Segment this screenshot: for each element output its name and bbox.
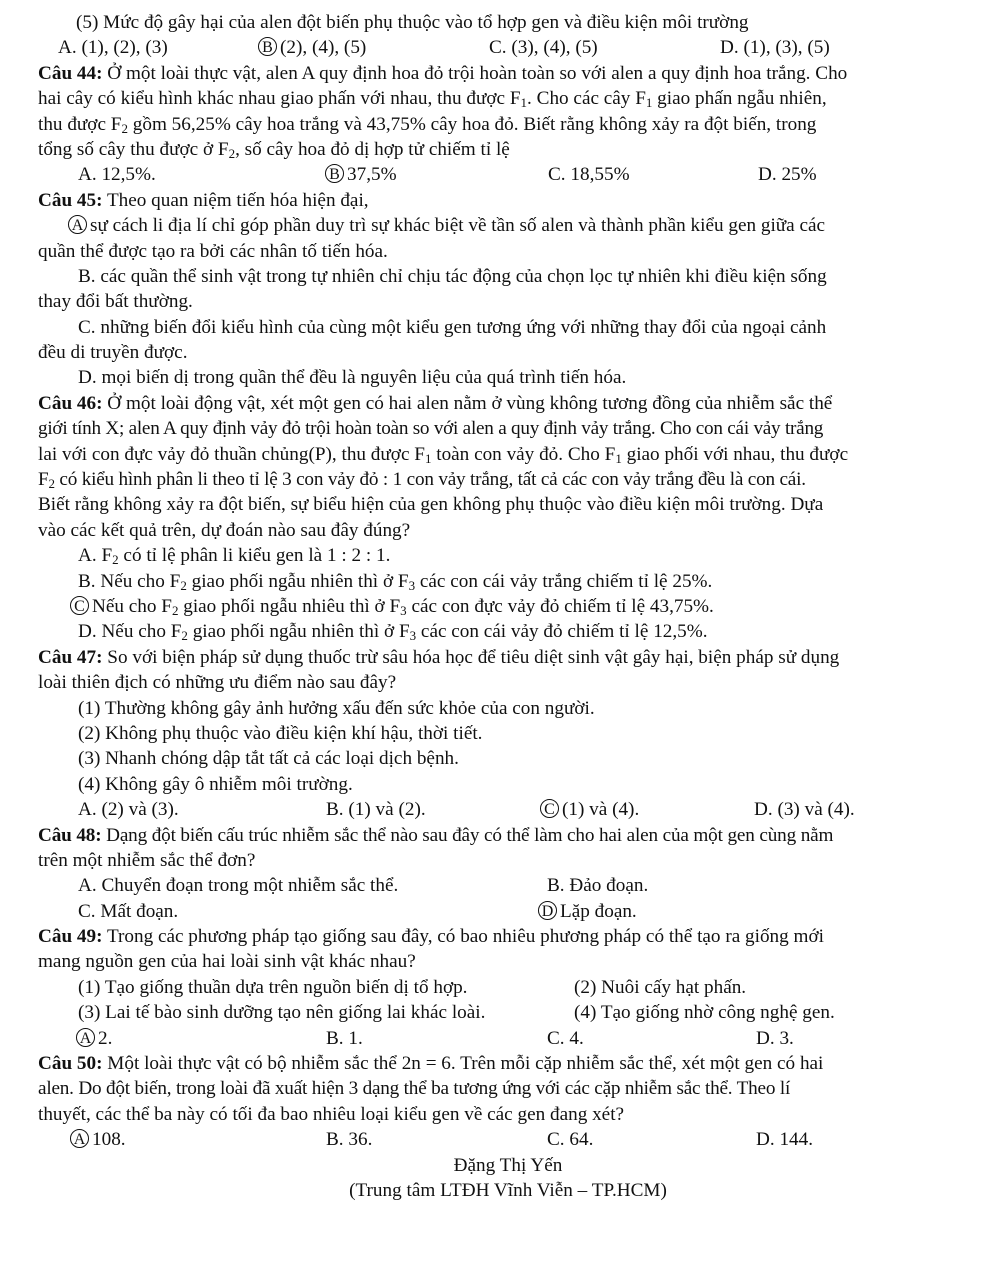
answer-circle-icon: B xyxy=(325,164,344,183)
q50-option-d: D. 144. xyxy=(756,1129,814,1151)
answer-circle-icon: B xyxy=(258,37,277,56)
q49-options xyxy=(38,1026,978,1051)
q44-options xyxy=(38,162,978,187)
q50-option-a: A 108. xyxy=(70,1127,126,1152)
q47-line-2: loài thiên địch có những ưu điểm nào sau đây? xyxy=(38,672,397,694)
q47-label: Câu 47: xyxy=(38,646,103,668)
q46-option-c: C Nếu cho $F_2$ giao phối ngẫu nhiêu thì ở $F_3$ các con đực vảy đỏ chiếm tỉ lệ 43,75%. xyxy=(38,594,978,619)
q44-option-c: C. 18,55% xyxy=(548,164,630,186)
q47-statement-4: (4) Không gây ô nhiễm môi trường. xyxy=(78,773,353,795)
answer-circle-icon: A xyxy=(68,215,87,234)
q48-options-row-2 xyxy=(38,899,978,924)
q43-option-c: C. (3), (4), (5) xyxy=(489,37,598,59)
q49-label: Câu 49: xyxy=(38,926,103,948)
q43-option-b: B (2), (4), (5) xyxy=(258,35,366,60)
q45-label: Câu 45: xyxy=(38,189,103,211)
q46-line-3: lai với con đực vảy đỏ thuần chủng(P), thu được $F_1$ toàn con vảy đỏ. Cho $F_1$ giao phối với nhau, thu được xyxy=(38,443,849,466)
q50-option-c: C. 64. xyxy=(547,1129,594,1151)
q43-option-d: D. (1), (3), (5) xyxy=(720,37,830,59)
q50-options xyxy=(38,1127,978,1152)
q45-option-a-cont: quần thể được tạo ra bởi các nhân tố tiến hóa. xyxy=(38,240,388,262)
q44-line-4: tổng số cây thu được ở $F_2$, số cây hoa đỏ dị hợp tử chiếm tỉ lệ xyxy=(38,138,510,161)
answer-circle-icon: D xyxy=(538,901,557,920)
q49-option-d: D. 3. xyxy=(756,1027,794,1049)
q46-option-b: B. Nếu cho $F_2$ giao phối ngẫu nhiên thì ở $F_3$ các con cái vảy trắng chiếm tỉ lệ 25%. xyxy=(78,570,713,593)
q49-statement-2: (2) Nuôi cấy hạt phấn. xyxy=(574,976,747,998)
q43-statement-5: (5) Mức độ gây hại của alen đột biến phụ thuộc vào tổ hợp gen và điều kiện môi trường xyxy=(76,12,749,33)
q46-line-6: vào các kết quả trên, dự đoán nào sau đây đúng? xyxy=(38,519,411,541)
q49-statements-row-2 xyxy=(38,1000,978,1025)
q45-option-c-cont: đều di truyền được. xyxy=(38,342,188,364)
q50-option-b: B. 36. xyxy=(326,1129,373,1151)
q47-option-b: B. (1) và (2). xyxy=(326,799,426,821)
answer-circle-icon: A xyxy=(76,1028,95,1047)
q45-option-c: C. những biến đổi kiểu hình của cùng một kiểu gen tương ứng với những thay đổi của ngoại cảnh xyxy=(78,316,827,338)
q46-line-5: Biết rằng không xảy ra đột biến, sự biểu hiện của gen không phụ thuộc vào điều kiện môi trường. Dựa xyxy=(38,494,824,516)
q44-option-a: A. 12,5%. xyxy=(78,164,156,186)
q49-option-b: B. 1. xyxy=(326,1027,363,1049)
q48-option-b: B. Đảo đoạn. xyxy=(547,875,649,897)
q46-label: Câu 46: xyxy=(38,392,103,414)
q45-option-a: A sự cách li địa lí chỉ góp phần duy trì sự khác biệt về tần số alen và thành phần kiểu gen giữa các xyxy=(38,213,978,238)
q50-line-3: thuyết, các thể ba này có tối đa bao nhiêu loại kiểu gen về các gen đang xét? xyxy=(38,1103,625,1125)
q49-line-2: mang nguồn gen của hai loài sinh vật khác nhau? xyxy=(38,951,416,973)
q49-statement-1: (1) Tạo giống thuần dựa trên nguồn biến dị tổ hợp. xyxy=(78,976,468,998)
q49-line-1: Câu 49: Trong các phương pháp tạo giống sau đây, có bao nhiêu phương pháp có thể tạo ra giống mới xyxy=(38,926,824,948)
q43-options xyxy=(38,35,978,60)
q45-option-d: D. mọi biến dị trong quần thể đều là nguyên liệu của quá trình tiến hóa. xyxy=(78,367,627,389)
q47-statement-2: (2) Không phụ thuộc vào điều kiện khí hậu, thời tiết. xyxy=(78,722,483,744)
q48-option-d: D Lặp đoạn. xyxy=(538,899,637,924)
author-affiliation: (Trung tâm LTĐH Vĩnh Viễn – TP.HCM) xyxy=(349,1179,667,1201)
q47-option-d: D. (3) và (4). xyxy=(754,799,855,821)
q48-line-1: Câu 48: Dạng đột biến cấu trúc nhiễm sắc thể nào sau đây có thể làm cho hai alen của một gen cùng nằm xyxy=(38,824,834,846)
q49-statement-3: (3) Lai tế bào sinh dưỡng tạo nên giống lai khác loài. xyxy=(78,1002,486,1024)
q44-line-3: thu được $F_2$ gồm 56,25% cây hoa trắng và 43,75% cây hoa đỏ. Biết rằng không xảy ra đột biến, trong xyxy=(38,113,817,136)
q50-line-2: alen. Do đột biến, trong loài đã xuất hiện 3 dạng thể ba tương ứng với các cặp nhiễm sắc thể. Theo lí xyxy=(38,1078,791,1100)
q48-option-a: A. Chuyển đoạn trong một nhiễm sắc thể. xyxy=(78,875,399,897)
q49-option-a: A 2. xyxy=(76,1026,112,1051)
q45-option-b: B. các quần thể sinh vật trong tự nhiên chỉ chịu tác động của chọn lọc tự nhiên khi điều kiện sống xyxy=(78,265,827,287)
q47-option-c: C (1) và (4). xyxy=(540,797,639,822)
q47-option-a: A. (2) và (3). xyxy=(78,799,179,821)
q44-option-d: D. 25% xyxy=(758,164,817,186)
q48-options-row-1 xyxy=(38,873,978,898)
q48-label: Câu 48: xyxy=(38,824,102,846)
q46-line-1: Câu 46: Ở một loài động vật, xét một gen có hai alen nằm ở vùng không tương đồng của nhiễm sắc thể xyxy=(38,392,833,414)
q44-option-b: B 37,5% xyxy=(325,162,397,187)
q46-line-4: $F_2$ có kiểu hình phân li theo tỉ lệ 3 con vảy đỏ : 1 con vảy trắng, tất cả các con vảy trắng đều là con cái. xyxy=(38,469,806,492)
answer-circle-icon: C xyxy=(70,596,89,615)
q49-statements-row-1 xyxy=(38,975,978,1000)
q50-label: Câu 50: xyxy=(38,1053,103,1075)
exam-page xyxy=(38,10,978,1203)
q48-option-c: C. Mất đoạn. xyxy=(78,900,179,922)
q48-line-2: trên một nhiễm sắc thể đơn? xyxy=(38,849,256,871)
q46-option-a: A. $F_2$ có tỉ lệ phân li kiểu gen là 1 : 2 : 1. xyxy=(78,545,391,568)
q44-line-1: Câu 44: Ở một loài thực vật, alen A quy định hoa đỏ trội hoàn toàn so với alen a quy định hoa trắng. Cho xyxy=(38,62,848,84)
q50-line-1: Câu 50: Một loài thực vật có bộ nhiễm sắc thể 2n = 6. Trên mỗi cặp nhiễm sắc thể, xét một gen có hai xyxy=(38,1053,824,1075)
q47-statement-1: (1) Thường không gây ảnh hưởng xấu đến sức khỏe của con người. xyxy=(78,697,595,719)
q47-options xyxy=(38,797,978,822)
answer-circle-icon: A xyxy=(70,1129,89,1148)
q47-line-1: Câu 47: So với biện pháp sử dụng thuốc trừ sâu hóa học để tiêu diệt sinh vật gây hại, biện pháp sử dụng xyxy=(38,646,840,668)
q46-line-2: giới tính X; alen A quy định vảy đỏ trội hoàn toàn so với alen a quy định vảy trắng. Cho con cái vảy trắng xyxy=(38,418,824,440)
q43-option-a: A. (1), (2), (3) xyxy=(58,37,168,59)
author-name: Đặng Thị Yến xyxy=(453,1154,563,1176)
q45-option-b-cont: thay đổi bất thường. xyxy=(38,291,193,313)
q49-statement-4: (4) Tạo giống nhờ công nghệ gen. xyxy=(574,1002,835,1024)
q46-option-d: D. Nếu cho $F_2$ giao phối ngẫu nhiên thì ở $F_3$ các con cái vảy đỏ chiếm tỉ lệ 12,5%. xyxy=(78,621,708,644)
answer-circle-icon: C xyxy=(540,799,559,818)
q49-option-c: C. 4. xyxy=(547,1027,584,1049)
q44-line-2: hai cây có kiểu hình khác nhau giao phấn với nhau, thu được $F_1$. Cho các cây $F_1$ giao phấn ngẫu nhiên, xyxy=(38,88,827,111)
q45-stem: Câu 45: Theo quan niệm tiến hóa hiện đại, xyxy=(38,189,369,211)
q47-statement-3: (3) Nhanh chóng dập tắt tất cả các loại dịch bệnh. xyxy=(78,748,459,770)
q44-label: Câu 44: xyxy=(38,62,103,84)
